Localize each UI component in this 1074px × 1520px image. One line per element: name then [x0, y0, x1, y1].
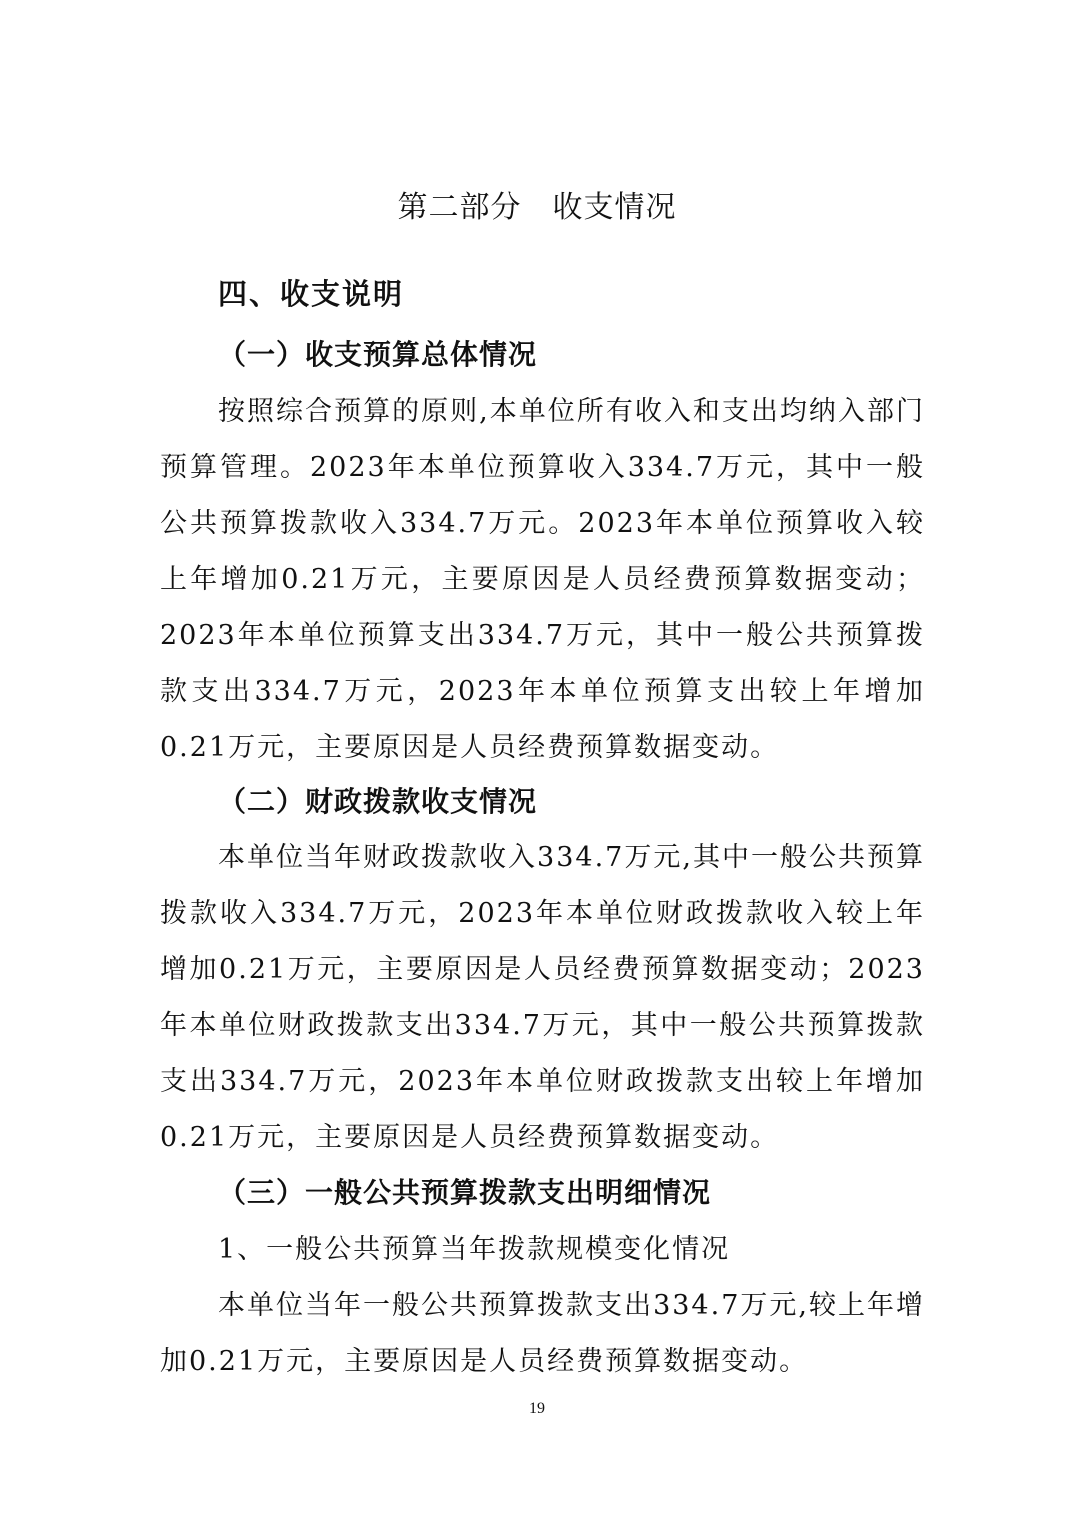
part-title: 第二部分 收支情况 — [397, 190, 677, 225]
subsection-heading-1: （一）收支预算总体情况 — [218, 338, 538, 371]
subsection-paragraph-3: 本单位当年一般公共预算拨款支出334.7万元,较上年增加0.21万元，主要原因是人员经费预算数据变动。 — [160, 1290, 925, 1377]
section-title: 四、收支说明 — [218, 277, 405, 311]
subsection-heading-2: （二）财政拨款收支情况 — [218, 785, 538, 818]
subsection-paragraph-2: 本单位当年财政拨款收入334.7万元,其中一般公共预算拨款收入334.7万元，2023年本单位财政拨款收入较上年增加0.21万元，主要原因是人员经费预算数据变动；2023年本单位财政拨款支出334.7万元，其中一般公共预算拨款支出334.7万元，2023年本单位财政拨款支出较上年增加0.21万元，主要原因是人员经费预算数据变动。 — [160, 842, 925, 1153]
subsection-paragraph-1: 按照综合预算的原则,本单位所有收入和支出均纳入部门预算管理。2023年本单位预算收入334.7万元，其中一般公共预算拨款收入334.7万元。2023年本单位预算收入较上年增加0.21万元，主要原因是人员经费预算数据变动；2023年本单位预算支出334.7万元，其中一般公共预算拨款支出334.7万元，2023年本单位预算支出较上年增加0.21万元，主要原因是人员经费预算数据变动。 — [160, 396, 925, 763]
page-number: 19 — [529, 1400, 545, 1417]
item-heading: 1、一般公共预算当年拨款规模变化情况 — [218, 1234, 731, 1265]
subsection-heading-3: （三）一般公共预算拨款支出明细情况 — [218, 1176, 712, 1209]
